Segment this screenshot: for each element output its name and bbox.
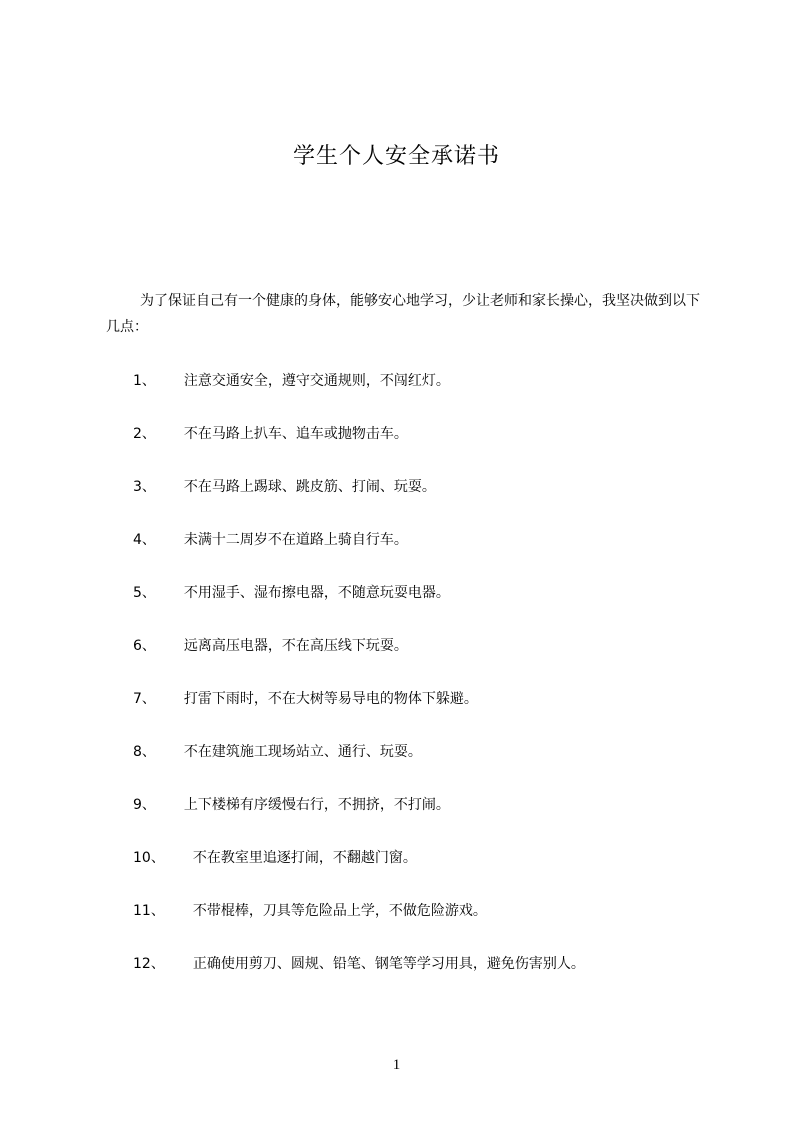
item-number: 1 [133, 373, 142, 389]
item-separator: 、 [141, 479, 156, 495]
item-text: 未满十二周岁不在道路上骑自行车。 [183, 532, 408, 548]
item-separator: 、 [150, 850, 165, 866]
item-separator: 、 [141, 744, 156, 760]
item-text: 上下楼梯有序缓慢右行，不拥挤，不打闹。 [183, 797, 450, 813]
page-number: 1 [392, 1057, 401, 1073]
intro-text: 为了保证自己有一个健康的身体，能够安心地学习，少让老师和家长操心，我坚决做到以下几点： [106, 293, 700, 335]
item-text: 打雷下雨时，不在大树等易导电的物体下躲避。 [183, 691, 478, 707]
item-separator: 、 [141, 532, 156, 548]
item-number: 10 [133, 850, 151, 866]
list-item [133, 898, 713, 951]
item-text: 远离高压电器，不在高压线下玩耍。 [183, 638, 408, 654]
list-item [133, 474, 713, 527]
item-number: 5 [133, 585, 142, 601]
item-separator: 、 [141, 373, 156, 389]
item-separator: 、 [150, 903, 165, 919]
item-separator: 、 [141, 426, 156, 442]
item-text: 不带棍棒，刀具等危险品上学，不做危险游戏。 [192, 903, 487, 919]
item-text: 不在建筑施工现场站立、通行、玩耍。 [183, 744, 422, 760]
item-separator: 、 [141, 638, 156, 654]
item-text: 不在马路上踢球、跳皮筋、打闹、玩耍。 [183, 479, 436, 495]
item-number: 11 [133, 903, 151, 919]
item-text: 不在马路上扒车、追车或抛物击车。 [183, 426, 408, 442]
commitment-list [133, 368, 713, 1004]
list-item [133, 792, 713, 845]
item-separator: 、 [141, 691, 156, 707]
intro-paragraph [106, 288, 706, 340]
item-separator: 、 [141, 585, 156, 601]
item-number: 7 [133, 691, 142, 707]
item-number: 2 [133, 426, 142, 442]
list-item [133, 527, 713, 580]
document-title: 学生个人安全承诺书 [292, 144, 500, 169]
item-number: 4 [133, 532, 142, 548]
list-item [133, 368, 713, 421]
list-item [133, 686, 713, 739]
item-number: 12 [133, 956, 151, 972]
item-text: 不用湿手、湿布擦电器，不随意玩耍电器。 [183, 585, 450, 601]
item-number: 8 [133, 744, 142, 760]
item-number: 9 [133, 797, 142, 813]
list-item [133, 739, 713, 792]
list-item [133, 580, 713, 633]
list-item [133, 951, 713, 1004]
item-separator: 、 [141, 797, 156, 813]
item-text: 不在教室里追逐打闹，不翻越门窗。 [192, 850, 417, 866]
item-number: 3 [133, 479, 142, 495]
item-separator: 、 [150, 956, 165, 972]
item-number: 6 [133, 638, 142, 654]
item-text: 正确使用剪刀、圆规、铅笔、钢笔等学习用具，避免伤害别人。 [192, 956, 585, 972]
list-item [133, 633, 713, 686]
list-item [133, 421, 713, 474]
list-item [133, 845, 713, 898]
item-text: 注意交通安全，遵守交通规则，不闯红灯。 [183, 373, 450, 389]
